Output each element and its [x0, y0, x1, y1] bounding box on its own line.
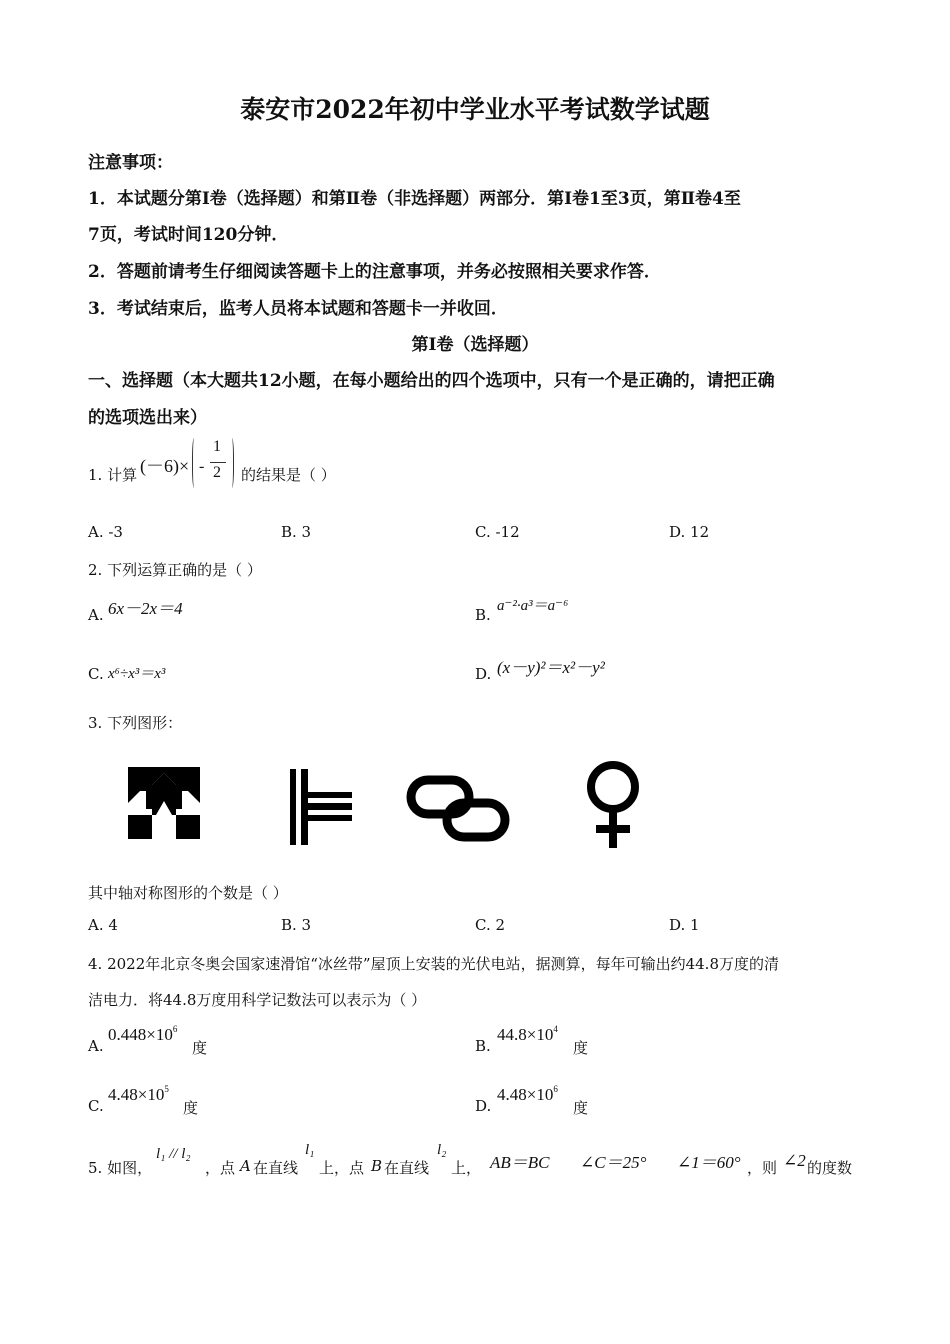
- q3-option-d[interactable]: D. 1: [669, 916, 700, 934]
- q1-prefix: 1. 计算: [88, 466, 138, 484]
- q2-option-a-expr: 6x－2x＝4: [108, 599, 183, 618]
- q5-prefix: 5. 如图，: [88, 1159, 153, 1177]
- q4-option-c-num: 4.48×10: [108, 1085, 165, 1104]
- q5-parallel: l₁ // l₂: [156, 1146, 191, 1162]
- pinwheel-block-shape-icon: [126, 765, 202, 841]
- q4-stem-line-1: 4. 2022年北京冬奥会国家速滑馆“冰丝带”屋顶上安装的光伏电站，据测算，每年可输出约44.8万度的清: [88, 955, 779, 973]
- q2-option-b-label[interactable]: B.: [475, 606, 491, 624]
- q1-frac-num: 1: [213, 438, 221, 455]
- q4-option-a-unit: 度: [192, 1039, 208, 1057]
- q5-eq-ab-bc: AB＝BC: [490, 1153, 550, 1172]
- q1-right-paren: [229, 438, 234, 488]
- q4-option-b-exp: 4: [553, 1024, 558, 1034]
- page-title: 泰安市2022年初中学业水平考试数学试题: [240, 95, 710, 124]
- q2-option-c-label[interactable]: C.: [88, 665, 104, 683]
- q3-option-c[interactable]: C. 2: [475, 916, 506, 934]
- q1-option-a[interactable]: A. -3: [88, 523, 123, 541]
- q5-text-3: 上，点: [319, 1159, 365, 1177]
- q4-option-a-num: 0.448×10: [108, 1025, 173, 1044]
- q5-eq-angle-c: ∠C＝25°: [580, 1153, 647, 1172]
- q2-option-b-expr: a⁻²·a³＝a⁻⁶: [497, 598, 569, 614]
- q4-option-c-unit: 度: [183, 1099, 199, 1117]
- q5-point-a: A: [240, 1157, 251, 1175]
- q1-option-c[interactable]: C. -12: [475, 523, 520, 541]
- q1-minus: -: [199, 458, 205, 475]
- q5-text-7: 的度数: [807, 1159, 853, 1177]
- q1-suffix: 的结果是（ ）: [241, 466, 336, 484]
- notice-item-3: 3．考试结束后，监考人员将本试题和答题卡一并收回．: [88, 299, 508, 319]
- q5-line-l1: l₁: [305, 1142, 315, 1158]
- q5-eq-angle-1: ∠1＝60°: [677, 1153, 741, 1172]
- q1-option-b[interactable]: B. 3: [281, 523, 312, 541]
- section-title: 第Ⅰ卷（选择题）: [411, 335, 539, 355]
- q5-text-6: ，则: [747, 1159, 778, 1177]
- q4-option-c-label[interactable]: C.: [88, 1097, 104, 1115]
- q4-stem-line-2: 洁电力．将44.8万度用科学记数法可以表示为（ ）: [88, 991, 427, 1009]
- notice-item-2: 2．答题前请考生仔细阅读答题卡上的注意事项，并务必按照相关要求作答．: [88, 262, 661, 282]
- q4-option-b-expr: [497, 1024, 558, 1045]
- venus-symbol-shape-icon: [582, 760, 644, 850]
- notice-item-1-line-1: 1．本试题分第Ⅰ卷（选择题）和第Ⅱ卷（非选择题）两部分．第Ⅰ卷1至3页，第Ⅱ卷4至: [88, 189, 741, 209]
- q4-option-c-expr: [108, 1084, 169, 1105]
- q3-option-a[interactable]: A. 4: [88, 916, 118, 934]
- q1-expression: (－6)×: [140, 456, 190, 476]
- q5-text-5: 上，: [451, 1159, 482, 1177]
- section-instruction-line-1: 一、选择题（本大题共12小题，在每小题给出的四个选项中，只有一个是正确的，请把正确: [88, 371, 775, 391]
- q1-frac-den: 2: [213, 464, 221, 481]
- q3-option-b[interactable]: B. 3: [281, 916, 312, 934]
- q2-stem: 2. 下列运算正确的是（ ）: [88, 561, 262, 579]
- q4-option-b-unit: 度: [573, 1039, 589, 1057]
- q2-option-a-label[interactable]: A.: [88, 606, 104, 624]
- q2-option-d-label[interactable]: D.: [475, 665, 492, 683]
- q2-option-d-expr: (x－y)²＝x²－y²: [497, 658, 605, 677]
- q1-option-d[interactable]: D. 12: [669, 523, 710, 541]
- q5-text-2: 在直线: [253, 1159, 299, 1177]
- notice-heading: 注意事项：: [88, 153, 173, 173]
- q1-left-paren: [192, 438, 197, 488]
- q4-option-c-exp: 5: [164, 1084, 169, 1094]
- q4-option-d-unit: 度: [573, 1099, 589, 1117]
- q4-option-a-exp: 6: [172, 1024, 178, 1034]
- q2-option-c-expr: x⁶÷x³＝x³: [108, 666, 166, 682]
- q4-option-d-num: 4.48×10: [497, 1085, 554, 1104]
- q4-option-a-label[interactable]: A.: [88, 1037, 104, 1055]
- q5-angle-2: ∠2: [783, 1151, 806, 1170]
- q1-frac-bar: [210, 462, 226, 463]
- q3-question: 其中轴对称图形的个数是（ ）: [88, 884, 288, 902]
- q4-option-b-label[interactable]: B.: [475, 1037, 491, 1055]
- bracket-lines-shape-icon: [288, 767, 354, 847]
- q5-point-b: B: [371, 1157, 383, 1175]
- q5-line-l2: l₂: [437, 1142, 447, 1158]
- q5-text-4: 在直线: [384, 1159, 430, 1177]
- notice-item-1-line-2: 7页，考试时间120分钟．: [88, 225, 289, 245]
- q4-option-a-expr: [108, 1024, 177, 1045]
- q4-option-d-label[interactable]: D.: [475, 1097, 492, 1115]
- interlocked-links-shape-icon: [405, 773, 511, 845]
- q4-option-d-exp: 6: [553, 1084, 558, 1094]
- section-instruction-line-2: 的选项选出来）: [88, 408, 207, 428]
- q4-option-b-num: 44.8×10: [497, 1025, 554, 1044]
- q5-text-1: ，点: [205, 1159, 236, 1177]
- q3-stem: 3. 下列图形：: [88, 714, 183, 732]
- q4-option-d-expr: [497, 1084, 558, 1105]
